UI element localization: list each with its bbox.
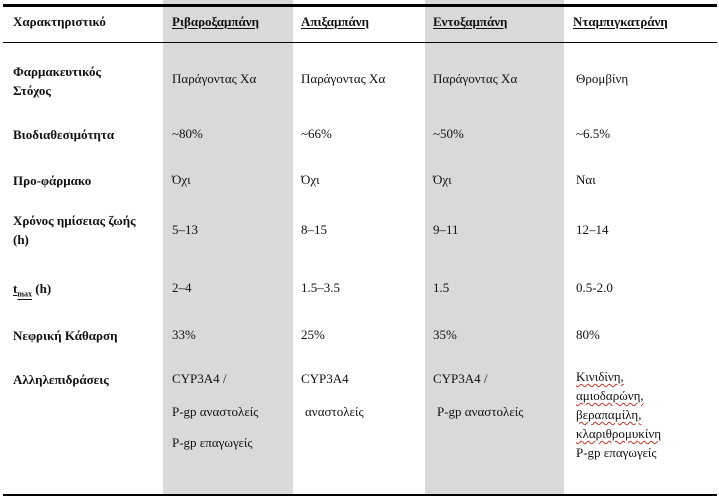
row-label-tmax-sub: max [17, 289, 33, 299]
row-label-half-life [13, 211, 158, 249]
bioavailability-edoxaban: ~50% [433, 126, 464, 141]
header-rule [3, 42, 717, 43]
half-life-edoxaban: 9–11 [433, 222, 459, 237]
interactions-apixaban-line1: CYP3A4 [301, 371, 349, 386]
target-edoxaban: Παράγοντας Χα [433, 71, 518, 86]
tmax-dabigatran: 0.5-2.0 [576, 280, 613, 295]
header-apixaban: Απιξαμπάνη [301, 14, 369, 29]
half-life-apixaban: 8–15 [301, 222, 327, 237]
row-label-target-line1: Φαρμακευτικός [13, 64, 101, 79]
renal-apixaban: 25% [301, 327, 325, 342]
header-edoxaban: Εντοξαμπάνη [433, 14, 508, 29]
row-label-tmax-unit: (h) [32, 281, 52, 296]
target-dabigatran: Θρομβίνη [576, 71, 629, 86]
interactions-edoxaban-line2: P-gp αναστολείς [437, 404, 524, 419]
row-label-half-life-line2: (h) [13, 232, 29, 247]
tmax-apixaban: 1.5–3.5 [301, 280, 340, 295]
row-label-half-life-line1: Χρόνος ημίσειας ζωής [13, 213, 136, 228]
row-label-target-line2: Στόχος [13, 83, 51, 98]
half-life-dabigatran: 12–14 [576, 222, 609, 237]
bioavailability-dabigatran: ~6.5% [576, 126, 611, 141]
header-characteristic: Χαρακτηριστικό [13, 14, 106, 29]
row-label-bioavailability: Βιοδιαθεσιμότητα [13, 127, 115, 142]
bioavailability-apixaban: ~66% [301, 126, 332, 141]
target-rivaroxaban: Παράγοντας Χα [172, 71, 257, 86]
renal-dabigatran: 80% [576, 327, 600, 342]
half-life-rivaroxaban: 5–13 [172, 222, 198, 237]
renal-edoxaban: 35% [433, 327, 457, 342]
renal-rivaroxaban: 33% [172, 327, 196, 342]
prodrug-apixaban: Όχι [301, 172, 320, 187]
row-label-tmax-main: t [13, 281, 18, 296]
interactions-dabigatran-line2: αμιοδαρώνη, [576, 388, 644, 403]
prodrug-rivaroxaban: Όχι [172, 172, 191, 187]
prodrug-edoxaban: Όχι [433, 172, 452, 187]
row-label-renal-clearance: Νεφρική Κάθαρση [13, 328, 118, 343]
row-label-interactions: Αλληλεπιδράσεις [13, 372, 109, 387]
top-rule [3, 4, 717, 7]
interactions-dabigatran-line3: βεραπαμίλη, [576, 407, 642, 422]
interactions-rivaroxaban-line2: P-gp αναστολείς [172, 404, 259, 419]
interactions-rivaroxaban-line1: CYP3A4 / [172, 371, 227, 386]
interactions-dabigatran-line5: P-gp επαγωγείς [576, 445, 657, 460]
tmax-rivaroxaban: 2–4 [172, 280, 192, 295]
interactions-edoxaban-line1: CYP3A4 / [433, 371, 488, 386]
interactions-dabigatran-line1: Κινιδίνη, [576, 369, 624, 384]
header-rivaroxaban: Ριβαροξαμπάνη [172, 14, 259, 29]
bioavailability-rivaroxaban: ~80% [172, 126, 203, 141]
target-apixaban: Παράγοντας Χα [301, 71, 386, 86]
prodrug-dabigatran: Ναι [576, 172, 596, 187]
row-label-tmax [13, 279, 158, 304]
tmax-edoxaban: 1.5 [433, 280, 450, 295]
row-label-prodrug: Προ-φάρμακο [13, 173, 92, 188]
row-label-target [13, 62, 158, 100]
interactions-apixaban-line2: αναστολείς [305, 404, 364, 419]
interactions-rivaroxaban-line3: P-gp επαγωγείς [172, 435, 253, 450]
header-dabigatran: Νταμπιγκατράνη [573, 14, 668, 29]
interactions-dabigatran-line4: κλαριθρομυκίνη [576, 426, 661, 441]
bottom-rule [3, 494, 717, 496]
